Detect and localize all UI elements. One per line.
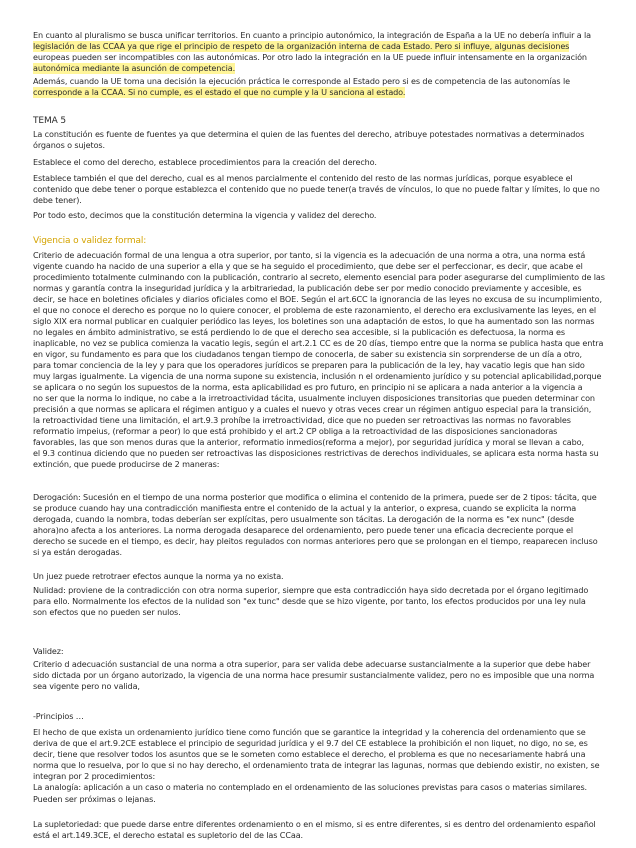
- text-line: la retroactividad tiene una limitación, el art.9.3 prohíbe la irretroactividad, dice que no pueden ser retroactivas las normas no favorables: [33, 415, 571, 425]
- text-line: ahora)no afecta a los anteriores. La norma derogada desaparece del ordenamiento, pero puede tener una eficacia decreciente porque el: [33, 525, 574, 535]
- section-heading: -Principios …: [33, 711, 84, 721]
- text-line: Nulidad: proviene de la contradicción con otra norma superior, siempre que esta contradicción haya sido decretada por el órgano legitimado: [33, 585, 589, 595]
- text-line: reformatio impeius, (reformar a peor) lo que está prohibido y el art.2 CP obliga a la retroactividad de las disposiciones sancionadoras: [33, 426, 558, 436]
- text-line: extinción, que puede producirse de 2 maneras:: [33, 459, 220, 469]
- text-line: en vigor, su fundamento es para que los ciudadanos tengan tiempo de conocerla, de saber su existencia sin sorprenderse de un día a otro,: [33, 349, 582, 359]
- text-line: deriva de que el art.9.2CE establece el principio de seguridad jurídica y el 9.7 del CE establece la prohibición el non liquet, no digo, no se, es: [33, 738, 588, 748]
- text-line: el que no conoce el derecho es porque no lo quiere conocer, el problema de este razonamiento, el derecho era exclusivamente las leyes, en el: [33, 305, 597, 315]
- text-line: favorables, las que son menos duras que la anterior, reformatio inmedios(reforma a mejor), por seguridad jurídica y moral se llevan a cabo,: [33, 437, 584, 447]
- section-heading: Vigencia o validez formal:: [33, 236, 147, 246]
- text-line: para tomar conciencia de la ley y para que los operadores jurídicos se preparen para la publicación de la ley, hay vacatio legis que han sido: [33, 360, 585, 370]
- text-line: europeas pueden ser incompatibles con las autonómicas. Por otro lado la integración en la UE puede influir intensamente en la organización: [33, 52, 587, 62]
- text-line: contenido que debe tener o porque establezca el contenido que no puede tener(a través de vínculos, lo que no puede faltar y límites, lo que no: [33, 184, 600, 194]
- text-line: inaplicable, no vez se publica comienza la vacatio legis, según el art.2.1 CC es de 20 días, tiempo entre que la norma se publica hasta que entra: [33, 338, 604, 348]
- text-line: En cuanto al pluralismo se busca unificar territorios. En cuanto a principio autonómico, la integración de España a la UE no debería influir a la: [33, 30, 592, 40]
- text-line: para ello. Normalmente los efectos de la nulidad son "ex tunc" desde que se hizo vigente, por tanto, los efectos producidos por una ley nula: [33, 596, 586, 606]
- text-line: son efectos que no pueden ser nulos.: [33, 607, 181, 617]
- text-line: Derogación: Sucesión en el tiempo de una norma posterior que modifica o elimina el contenido de la primera, puede ser de 2 tipos: tácita, que: [33, 492, 597, 502]
- text-line: normas y garantía contra la inseguridad jurídica y la arbitrariedad, la publicación debe ser por medio conocido previamente y accesible, es: [33, 283, 582, 293]
- text-line: decir, tiene que resolver todos los asuntos que se le someten como establece el derecho, el problema es que no necesariamente habrá una: [33, 749, 586, 759]
- text-line: derecho se sucede en el tiempo, es decir, hay pleitos regulados con normas anteriores pero que se prolongan en el tiempo, reaparecen incluso: [33, 536, 598, 546]
- text-line: se aplicara o no según los supuestos de la norma, esta aplicabilidad es pro futuro, en principio ni se aplicara a nada anterior a la vigencia a: [33, 382, 583, 392]
- text-line: procedimiento totalmente culminando con la publicación, contrario al secreto, elemento esencial para poder asegurarse del cumplimiento de las: [33, 272, 605, 282]
- text-line: Establece el como del derecho, establece procedimientos para la creación del derecho.: [33, 157, 377, 167]
- text-line: Por todo esto, decimos que la constitución determina la vigencia y validez del derecho.: [33, 210, 377, 220]
- text-line: Pueden ser próximas o lejanas.: [33, 794, 156, 804]
- section-heading: Validez:: [33, 646, 64, 656]
- text-line: derogada, cuando la nombra, todas deberían ser explícitas, pero usualmente son tácitas. La derogación de la norma es "ex nunc" (desde: [33, 514, 574, 524]
- text-line: el 9.3 continua diciendo que no pueden ser retroactivas las disposiciones restrictivas de derechos individuales, se aplicara esta norma hasta su: [33, 448, 599, 458]
- text-line: Criterio d adecuación sustancial de una norma a otra superior, para ser valida debe adecuarse sustancialmente a la superior que debe haber: [33, 659, 591, 669]
- text-line: está el art.149.3CE, el derecho estatal es supletorio del de las CCaa.: [33, 830, 303, 840]
- section-heading: TEMA 5: [33, 116, 66, 126]
- text-line: legislación de las CCAA ya que rige el principio de respeto de la organización interna de cada Estado. Pero si influye, algunas decisiones: [33, 41, 570, 51]
- text-line: integran por 2 procedimientos:: [33, 771, 156, 781]
- text-line: vigente cuando ha nacido de una superior a ella y que se ha seguido el procedimiento, que debe ser el perfeccionar, es decir, que acabe el: [33, 261, 583, 271]
- text-line: La constitución es fuente de fuentes ya que determina el quien de las fuentes del derecho, atribuye potestades normativas a determinados: [33, 129, 585, 139]
- text-line: norma que lo resuelva, por lo que si no hay derecho, el ordenamiento trata de integrar las lagunas, normas que debiendo existir, no existen, se: [33, 760, 600, 770]
- text-line: La analogía: aplicación a un caso o materia no contemplado en el ordenamiento de las soluciones previstas para casos o materias similares.: [33, 782, 588, 792]
- text-line: muy largas igualmente. La vigencia de una norma supone su existencia, inclusión n el ordenamiento jurídico y su potencial aplicabilidad,porque: [33, 371, 602, 381]
- text-line: corresponde a la CCAA. Si no cumple, es el estado el que no cumple y la U sanciona al estado.: [33, 87, 406, 97]
- text-line: sido dictada por un órgano autorizado, la vigencia de una norma hace presumir sustancialmente validez, pero no es imposible que una norma: [33, 670, 595, 680]
- text-line: si ya están derogadas.: [33, 547, 122, 557]
- text-line: siglo XIX era normal publicar en cualquier periódico las leyes, los boletines son una adaptación de estos, lo que ha aumentado son las normas: [33, 316, 595, 326]
- text-line: La supletoriedad: que puede darse entre diferentes ordenamiento o en el mismo, si es entre diferentes, si es dentro del ordenamiento español: [33, 819, 596, 829]
- text-line: órganos o sujetos.: [33, 140, 105, 150]
- text-line: no legales en ámbito administrativo, se está perdiendo lo de que el derecho sea accesible, si la publicación es defectuosa, la norma es: [33, 327, 566, 337]
- text-line: Un juez puede retrotraer efectos aunque la norma ya no exista.: [33, 571, 284, 581]
- text-line: Establece también el que del derecho, cual es al menos parcialmente el contenido del resto de las normas jurídicas, porque esyablece el: [33, 173, 573, 183]
- text-line: sea vigente pero no valida,: [33, 681, 140, 691]
- text-line: El hecho de que exista un ordenamiento jurídico tiene como función que se garantice la integridad y la coherencia del ordenamiento que se: [33, 727, 586, 737]
- text-line: Criterio de adecuación formal de una lengua a otra superior, por tanto, si la vigencia es la adecuación de una norma a otra, una norma está: [33, 250, 586, 260]
- text-line: decir, se hace en boletines oficiales y diarios oficiales como el BOE. Según el art.6CC la ignorancia de las leyes no excusa de su incumplimiento,: [33, 294, 602, 304]
- text-line: no ser que la norma lo indique, no cabe a la irretroactividad tácita, usualmente incluyen disposiciones transitorias que pueden determinar con: [33, 393, 595, 403]
- text-line: Además, cuando la UE toma una decisión la ejecución práctica le corresponde al Estado pero si es de competencia de las autonomías le: [33, 76, 570, 86]
- text-line: se produce cuando hay una contradicción manifiesta entre el contenido de la actual y la anterior, o expresa, cuando se explicita la norma: [33, 503, 577, 513]
- text-line: precisión a que normas se aplicara el régimen antiguo y a cuales el nuevo y otras veces crear un régimen antiguo especial para la transición,: [33, 404, 592, 414]
- text-line: debe tener).: [33, 195, 82, 205]
- text-line: autonómica mediante la asunción de competencia.: [33, 63, 236, 73]
